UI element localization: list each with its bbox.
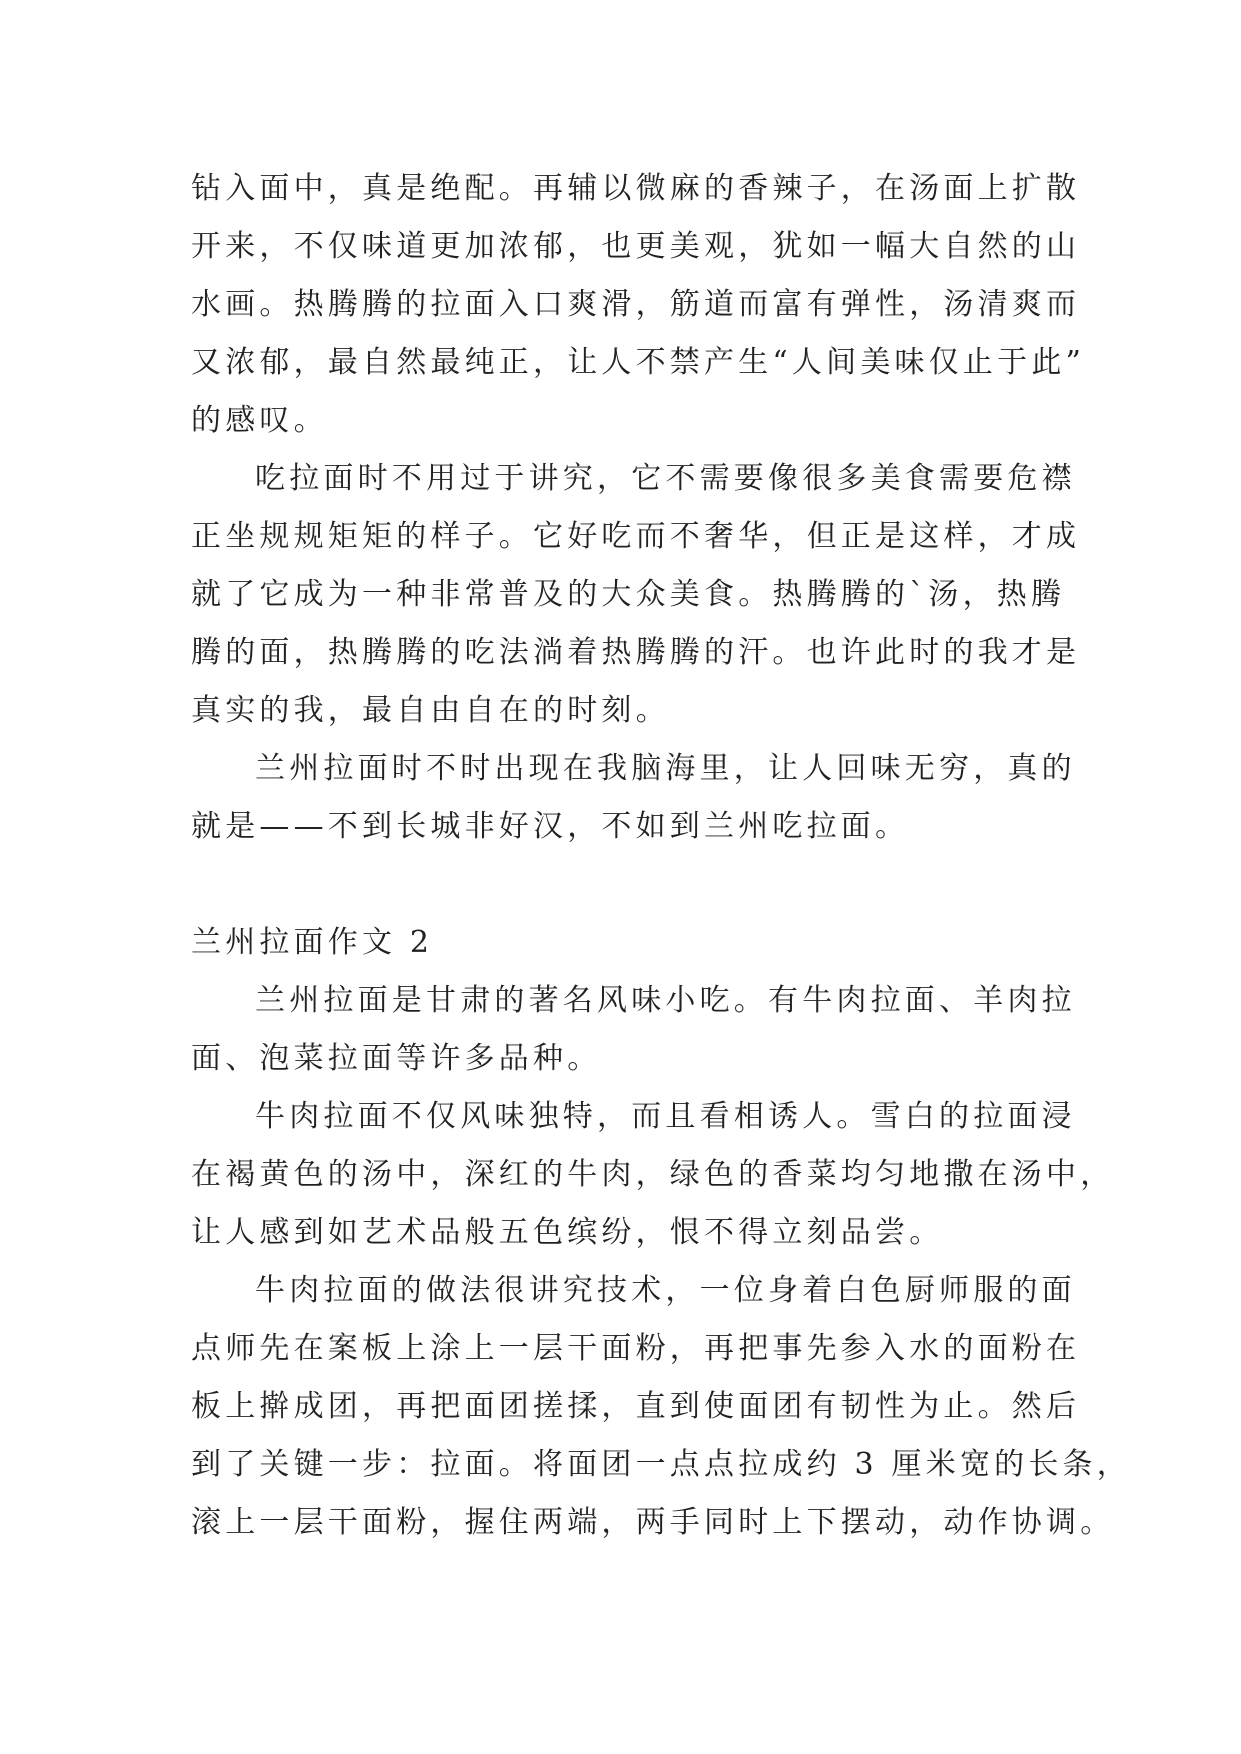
text-line: 到了关键一步：拉面。将面团一点点拉成约 3 厘米宽的长条，	[191, 1447, 1131, 1482]
text-line: 就了它成为一种非常普及的大众美食。热腾腾的`汤，热腾	[191, 577, 1066, 612]
paragraph-2	[191, 450, 1081, 740]
section-title: 兰州拉面作文 2	[191, 925, 434, 960]
text-line: 又浓郁，最自然最纯正，让人不禁产生“人间美味仅止于此”	[191, 345, 1086, 380]
text-line: 点师先在案板上涂上一层干面粉，再把事先参入水的面粉在	[191, 1331, 1081, 1366]
text-line: 开来，不仅味道更加浓郁，也更美观，犹如一幅大自然的山	[191, 229, 1081, 264]
section-gap	[191, 856, 1051, 914]
text-line: 兰州拉面是甘肃的著名风味小吃。有牛肉拉面、羊肉拉	[255, 983, 1076, 1018]
text-line: 板上擀成团，再把面团搓揉，直到使面团有韧性为止。然后	[191, 1389, 1081, 1424]
paragraph-5	[191, 1088, 1115, 1262]
text-line: 正坐规规矩矩的样子。它好吃而不奢华，但正是这样，才成	[191, 519, 1081, 554]
text-line: 在褐黄色的汤中，深红的牛肉，绿色的香菜均匀地撒在汤中，	[191, 1157, 1115, 1192]
document-page	[191, 160, 1131, 1552]
text-line: 牛肉拉面的做法很讲究技术，一位身着白色厨师服的面	[255, 1273, 1076, 1308]
text-line: 面、泡菜拉面等许多品种。	[191, 1041, 602, 1076]
paragraph-4	[191, 972, 1076, 1088]
paragraph-6	[191, 1262, 1131, 1552]
text-line: 滚上一层干面粉，握住两端，两手同时上下摆动，动作协调。	[191, 1505, 1115, 1540]
text-line: 牛肉拉面不仅风味独特，而且看相诱人。雪白的拉面浸	[255, 1099, 1076, 1134]
text-line: 吃拉面时不用过于讲究，它不需要像很多美食需要危襟	[255, 461, 1076, 496]
text-line: 水画。热腾腾的拉面入口爽滑，筋道而富有弹性，汤清爽而	[191, 287, 1081, 322]
paragraph-3	[191, 740, 1076, 856]
text-line: 钻入面中，真是绝配。再辅以微麻的香辣子，在汤面上扩散	[191, 171, 1081, 206]
text-line: 兰州拉面时不时出现在我脑海里，让人回味无穷，真的	[255, 751, 1076, 786]
text-line: 就是——不到长城非好汉，不如到兰州吃拉面。	[191, 809, 910, 844]
text-line: 的感叹。	[191, 403, 328, 438]
text-line: 腾的面，热腾腾的吃法淌着热腾腾的汗。也许此时的我才是	[191, 635, 1081, 670]
text-line: 让人感到如艺术品般五色缤纷，恨不得立刻品尝。	[191, 1215, 944, 1250]
paragraph-1	[191, 160, 1086, 450]
text-line: 真实的我，最自由自在的时刻。	[191, 693, 670, 728]
